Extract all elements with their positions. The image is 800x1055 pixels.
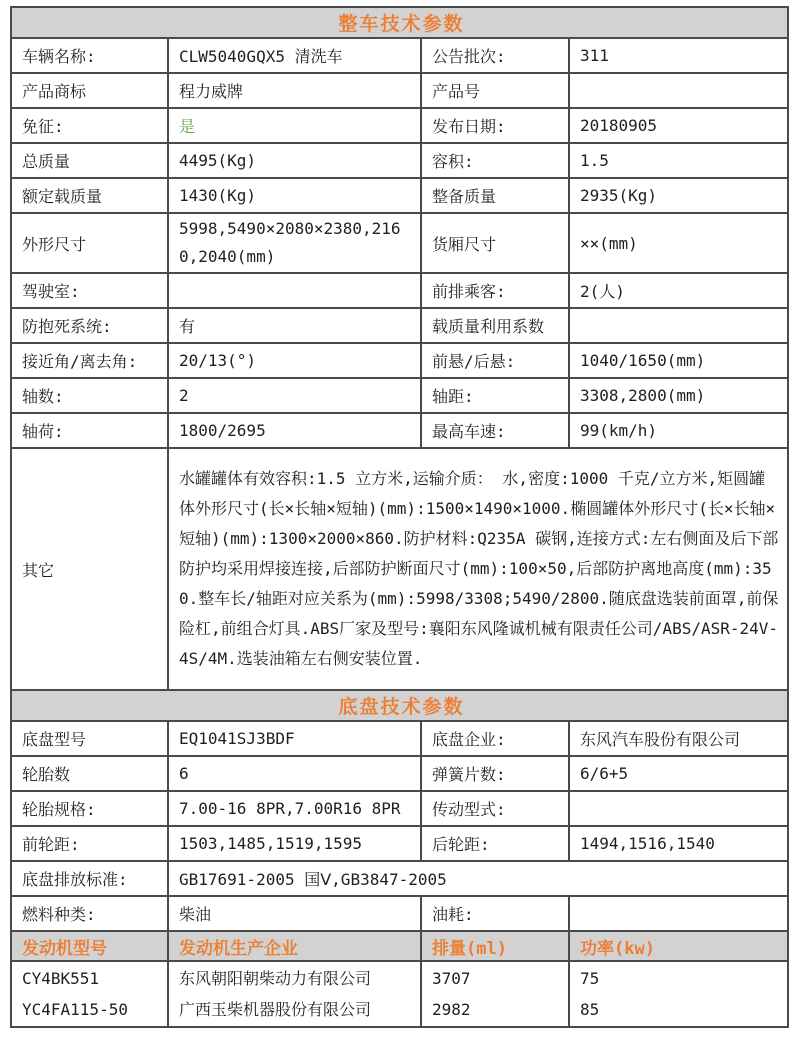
engine-table-body xyxy=(11,961,788,1027)
field-value: 4495(Kg) xyxy=(168,143,421,178)
field-label: 底盘型号 xyxy=(11,721,168,756)
field-value: 柴油 xyxy=(168,896,421,931)
field-value: 1503,1485,1519,1595 xyxy=(168,826,421,861)
field-label: 货厢尺寸 xyxy=(421,213,569,273)
table-row xyxy=(11,73,788,108)
field-label: 前轮距: xyxy=(11,826,168,861)
table-row xyxy=(11,690,788,721)
field-label: 车辆名称: xyxy=(11,38,168,73)
engine-col-header-model: 发动机型号 xyxy=(11,931,168,961)
table-row xyxy=(11,791,788,826)
field-value: 20/13(°) xyxy=(168,343,421,378)
table-row xyxy=(11,308,788,343)
field-label: 总质量 xyxy=(11,143,168,178)
table-row xyxy=(11,108,788,143)
engine-power: 85 xyxy=(580,1000,600,1019)
field-value xyxy=(569,791,788,826)
field-label: 产品号 xyxy=(421,73,569,108)
engine-model-cell xyxy=(11,961,168,1027)
field-label: 最高车速: xyxy=(421,413,569,448)
table-row xyxy=(11,721,788,756)
field-value: 7.00-16 8PR,7.00R16 8PR xyxy=(168,791,421,826)
field-label: 容积: xyxy=(421,143,569,178)
engine-col-header-displacement: 排量(ml) xyxy=(421,931,569,961)
table-row xyxy=(11,213,788,273)
exempt-status-value: 是 xyxy=(168,108,421,143)
emission-standard-value: GB17691-2005 国Ⅴ,GB3847-2005 xyxy=(168,861,788,896)
field-value xyxy=(168,273,421,308)
field-label: 载质量利用系数 xyxy=(421,308,569,343)
table-row xyxy=(11,448,788,690)
table-row xyxy=(11,273,788,308)
table-row xyxy=(11,7,788,38)
engine-displacement: 2982 xyxy=(432,1000,471,1019)
table-row xyxy=(11,861,788,896)
engine-manufacturer: 广西玉柴机器股份有限公司 xyxy=(179,1000,372,1019)
engine-manufacturer: 东风朝阳朝柴动力有限公司 xyxy=(179,969,372,988)
field-label: 底盘企业: xyxy=(421,721,569,756)
field-label: 轴数: xyxy=(11,378,168,413)
field-label: 驾驶室: xyxy=(11,273,168,308)
other-label: 其它 xyxy=(11,448,168,690)
table-row xyxy=(11,178,788,213)
field-label: 额定载质量 xyxy=(11,178,168,213)
engine-displacement: 3707 xyxy=(432,969,471,988)
field-label: 油耗: xyxy=(421,896,569,931)
field-value: 2935(Kg) xyxy=(569,178,788,213)
table-row xyxy=(11,343,788,378)
field-label: 外形尺寸 xyxy=(11,213,168,273)
field-label: 防抱死系统: xyxy=(11,308,168,343)
engine-power-cell xyxy=(569,961,788,1027)
field-value: 311 xyxy=(569,38,788,73)
field-label: 前排乘客: xyxy=(421,273,569,308)
field-value: 6 xyxy=(168,756,421,791)
field-label: 传动型式: xyxy=(421,791,569,826)
field-label: 弹簧片数: xyxy=(421,756,569,791)
field-label: 公告批次: xyxy=(421,38,569,73)
field-label: 整备质量 xyxy=(421,178,569,213)
field-value: 有 xyxy=(168,308,421,343)
field-label: 轴距: xyxy=(421,378,569,413)
table-row xyxy=(11,38,788,73)
field-label: 轮胎数 xyxy=(11,756,168,791)
section-title-vehicle: 整车技术参数 xyxy=(11,7,788,38)
field-value xyxy=(569,73,788,108)
emission-standard-label: 底盘排放标准: xyxy=(11,861,168,896)
engine-col-header-power: 功率(kw) xyxy=(569,931,788,961)
table-row xyxy=(11,378,788,413)
field-value: 20180905 xyxy=(569,108,788,143)
other-notes-cell: 水罐罐体有效容积:1.5 立方米,运输介质： 水,密度:1000 千克/立方米,矩圆罐体外形尺寸(长×长轴×短轴)(mm):1500×1490×1000.椭圆罐体外形尺寸(长×长轴×短轴)(mm):1300×2000×860.防护材料:Q235A 碳钢,连接方式:左右侧面及后下部防护均采用焊接连接,后部防护断面尺寸(mm):100×50,后部防护离地高度(mm):350.整车长/轴距对应关系为(mm):5998/3308;5490/2800.随底盘选装前面罩,前保险杠,前组合灯具.ABS厂家及型号:襄阳东风隆诚机械有限责任公司/ABS/ASR-24V-4S/4M.选装油箱左右侧安装位置. xyxy=(168,448,788,690)
field-value: ××(mm) xyxy=(569,213,788,273)
table-row xyxy=(11,896,788,931)
field-label: 燃料种类: xyxy=(11,896,168,931)
section-title-chassis: 底盘技术参数 xyxy=(11,690,788,721)
table-row xyxy=(11,413,788,448)
field-value: 1494,1516,1540 xyxy=(569,826,788,861)
vehicle-spec-table xyxy=(10,6,789,1028)
engine-displacement-cell xyxy=(421,961,569,1027)
field-value: 1430(Kg) xyxy=(168,178,421,213)
field-value xyxy=(569,308,788,343)
engine-power: 75 xyxy=(580,969,600,988)
field-value: 6/6+5 xyxy=(569,756,788,791)
field-label: 产品商标 xyxy=(11,73,168,108)
field-value: 东风汽车股份有限公司 xyxy=(569,721,788,756)
field-value xyxy=(569,896,788,931)
field-label: 发布日期: xyxy=(421,108,569,143)
engine-manufacturer-cell xyxy=(168,961,421,1027)
field-value: 2 xyxy=(168,378,421,413)
field-value: CLW5040GQX5 清洗车 xyxy=(168,38,421,73)
table-row xyxy=(11,826,788,861)
field-label: 前悬/后悬: xyxy=(421,343,569,378)
engine-model: YC4FA115-50 xyxy=(22,1000,128,1019)
field-label: 后轮距: xyxy=(421,826,569,861)
field-value: 1800/2695 xyxy=(168,413,421,448)
field-value: 3308,2800(mm) xyxy=(569,378,788,413)
engine-model: CY4BK551 xyxy=(22,969,100,988)
field-value: 99(km/h) xyxy=(569,413,788,448)
engine-table-header xyxy=(11,931,788,961)
field-value: EQ1041SJ3BDF xyxy=(168,721,421,756)
field-value: 2(人) xyxy=(569,273,788,308)
engine-col-header-manufacturer: 发动机生产企业 xyxy=(168,931,421,961)
field-value: 5998,5490×2080×2380,2160,2040(mm) xyxy=(168,213,421,273)
field-label: 接近角/离去角: xyxy=(11,343,168,378)
field-label: 轴荷: xyxy=(11,413,168,448)
field-value: 程力威牌 xyxy=(168,73,421,108)
table-row xyxy=(11,143,788,178)
field-value: 1.5 xyxy=(569,143,788,178)
field-label: 免征: xyxy=(11,108,168,143)
table-row xyxy=(11,756,788,791)
field-label: 轮胎规格: xyxy=(11,791,168,826)
field-value: 1040/1650(mm) xyxy=(569,343,788,378)
